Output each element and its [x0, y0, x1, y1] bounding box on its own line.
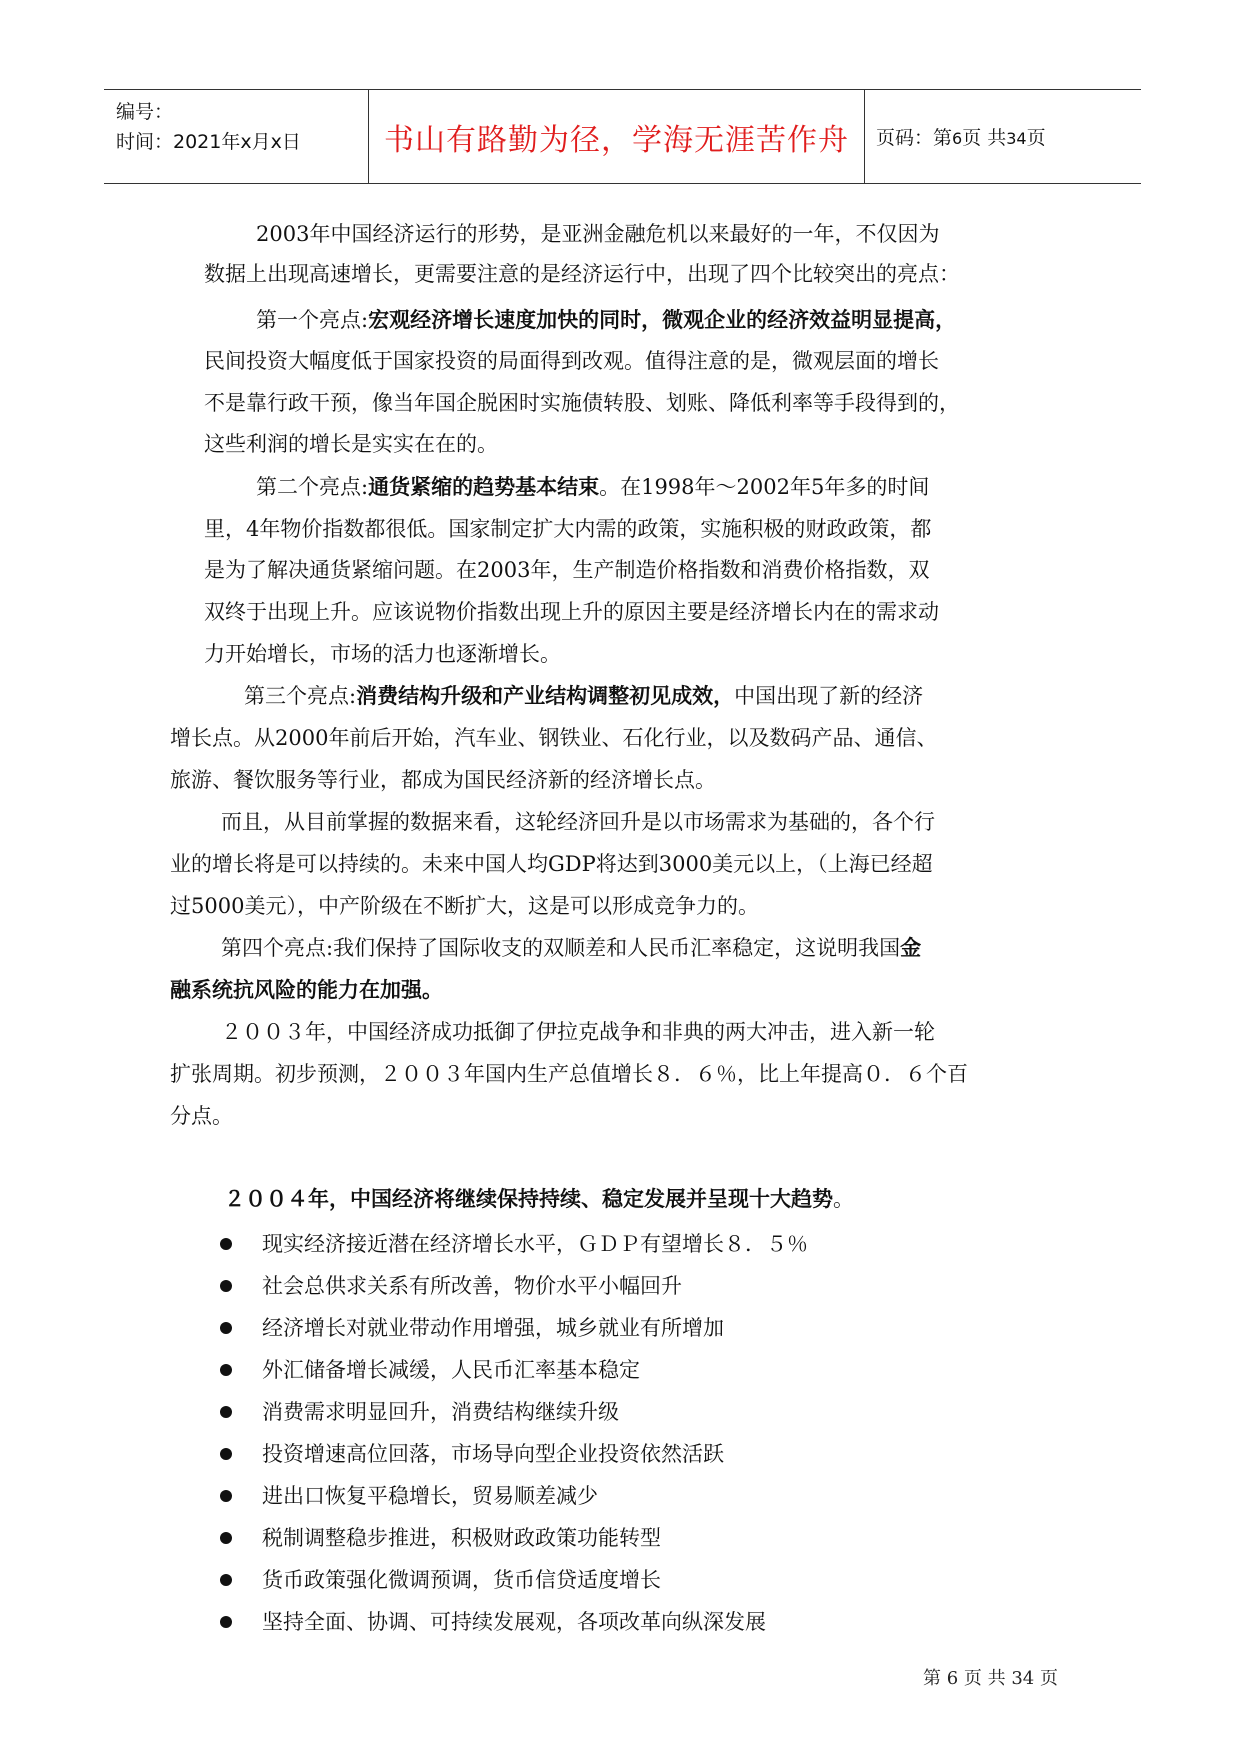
highlight-2-line — [256, 471, 929, 503]
highlight-1-heading: 宏观经济增长速度加快的同时，微观企业的经济效益明显提高， — [368, 307, 957, 332]
bullet-icon — [220, 1238, 232, 1250]
paragraph-line: 民间投资大幅度低于国家投资的局面得到改观。值得注意的是，微观层面的增长 — [204, 349, 939, 373]
header-page-info — [876, 123, 1046, 150]
list-item-text: 进出口恢复平稳增长，贸易顺差减少 — [262, 1484, 598, 1508]
list-item-text: 税制调整稳步推进，积极财政政策功能转型 — [262, 1526, 661, 1550]
page-suffix: 页 — [1026, 127, 1046, 149]
highlight-4-bold-start: 金 — [900, 935, 922, 960]
list-item-text: 经济增长对就业带动作用增强，城乡就业有所增加 — [262, 1316, 724, 1340]
list-item — [220, 1522, 661, 1554]
bullet-icon — [220, 1574, 232, 1586]
paragraph-line: 力开始增长，市场的活力也逐渐增长。 — [204, 642, 561, 666]
bullet-icon — [220, 1532, 232, 1544]
bullet-icon — [220, 1448, 232, 1460]
page-total: 34 — [1006, 129, 1027, 148]
trend-title-text: ２００４年，中国经济将继续保持持续、稳定发展并呈现十大趋势 — [224, 1186, 833, 1211]
list-item — [220, 1606, 766, 1638]
paragraph-line: 里，4年物价指数都很低。国家制定扩大内需的政策，实施积极的财政政策，都 — [204, 517, 932, 541]
highlight-1-line — [256, 304, 956, 336]
list-item — [220, 1396, 619, 1428]
list-item-text: 社会总供求关系有所改善，物价水平小幅回升 — [262, 1274, 682, 1298]
header-motto-cell — [368, 90, 865, 183]
highlight-3-heading: 消费结构升级和产业结构调整初见成效， — [356, 683, 735, 708]
bullet-icon — [220, 1490, 232, 1502]
list-item-text: 坚持全面、协调、可持续发展观，各项改革向纵深发展 — [262, 1610, 766, 1634]
list-item-text: 投资增速高位回落，市场导向型企业投资依然活跃 — [262, 1442, 724, 1466]
bullet-icon — [220, 1616, 232, 1628]
list-item — [220, 1438, 724, 1470]
list-item — [220, 1354, 640, 1386]
page-prefix: 页码：第 — [876, 127, 953, 149]
highlight-2-label: 第二个亮点: — [256, 475, 369, 499]
header-motto: 书山有路勤为径，学海无涯苦作舟 — [384, 122, 849, 158]
highlight-4-line — [221, 932, 921, 964]
bullet-icon — [220, 1406, 232, 1418]
list-item-text: 消费需求明显回升，消费结构继续升级 — [262, 1400, 619, 1424]
trend-title — [224, 1183, 854, 1215]
page-mid: 页 共 — [962, 127, 1007, 149]
list-item-text: 货币政策强化微调预调，货币信贷适度增长 — [262, 1568, 661, 1592]
paragraph-line: 而且，从目前掌握的数据来看，这轮经济回升是以市场需求为基础的，各个行 — [221, 810, 935, 834]
paragraph-line: 增长点。从2000年前后开始，汽车业、钢铁业、石化行业，以及数码产品、通信、 — [170, 726, 938, 750]
highlight-3-line — [244, 680, 923, 712]
highlight-2-rest: 。在1998年～2002年5年多的时间 — [599, 475, 930, 499]
paragraph-line: 2003年中国经济运行的形势，是亚洲金融危机以来最好的一年，不仅因为 — [256, 222, 940, 246]
paragraph-line: 业的增长将是可以持续的。未来中国人均GDP将达到3000美元以上，（上海已经超 — [170, 852, 933, 876]
time-label: 时间：2021年x月x日 — [116, 131, 301, 153]
paragraph-line: 过5000美元），中产阶级在不断扩大，这是可以形成竞争力的。 — [170, 894, 759, 918]
list-item — [220, 1312, 724, 1344]
bullet-icon — [220, 1364, 232, 1376]
highlight-3-rest: 中国出现了新的经济 — [734, 684, 924, 708]
highlight-4-heading: 融系统抗风险的能力在加强。 — [170, 977, 443, 1002]
highlight-4-text: 第四个亮点:我们保持了国际收支的双顺差和人民币汇率稳定，这说明我国 — [221, 936, 901, 960]
list-item — [220, 1228, 808, 1260]
paragraph-line: 分点。 — [170, 1104, 233, 1128]
header-info-cell — [104, 90, 368, 183]
paragraph-line: 这些利润的增长是实实在在的。 — [204, 432, 498, 456]
page-number: 6 — [952, 129, 963, 148]
paragraph-line: 旅游、餐饮服务等行业，都成为国民经济新的经济增长点。 — [170, 768, 716, 792]
paragraph-line: 是为了解决通货紧缩问题。在2003年，生产制造价格指数和消费价格指数，双 — [204, 558, 930, 582]
list-item-text: 现实经济接近潜在经济增长水平，ＧＤＰ有望增长８．５％ — [262, 1232, 808, 1256]
paragraph-line: 扩张周期。初步预测，２００３年国内生产总值增长８．６％，比上年提高０．６个百 — [170, 1062, 968, 1086]
bullet-icon — [220, 1280, 232, 1292]
list-item — [220, 1270, 682, 1302]
highlight-2-heading: 通货紧缩的趋势基本结束 — [368, 474, 600, 499]
paragraph-line: 双终于出现上升。应该说物价指数出现上升的原因主要是经济增长内在的需求动 — [204, 600, 939, 624]
paragraph-line: 数据上出现高速增长，更需要注意的是经济运行中，出现了四个比较突出的亮点： — [204, 262, 960, 286]
paragraph-line: 不是靠行政干预，像当年国企脱困时实施债转股、划账、降低利率等手段得到的， — [204, 391, 960, 415]
number-label: 编号： — [116, 101, 174, 123]
list-item-text: 外汇储备增长减缓，人民币汇率基本稳定 — [262, 1358, 640, 1382]
bullet-icon — [220, 1322, 232, 1334]
trend-title-end: 。 — [833, 1187, 854, 1211]
highlight-1-label: 第一个亮点: — [256, 308, 369, 332]
header-page-cell — [864, 90, 1141, 183]
document-header — [104, 89, 1141, 184]
page-footer: 第 6 页 共 34 页 — [923, 1668, 1058, 1689]
list-item — [220, 1564, 661, 1596]
paragraph-line: ２００３年，中国经济成功抵御了伊拉克战争和非典的两大冲击，进入新一轮 — [221, 1020, 935, 1044]
list-item — [220, 1480, 598, 1512]
highlight-3-label: 第三个亮点: — [244, 684, 357, 708]
